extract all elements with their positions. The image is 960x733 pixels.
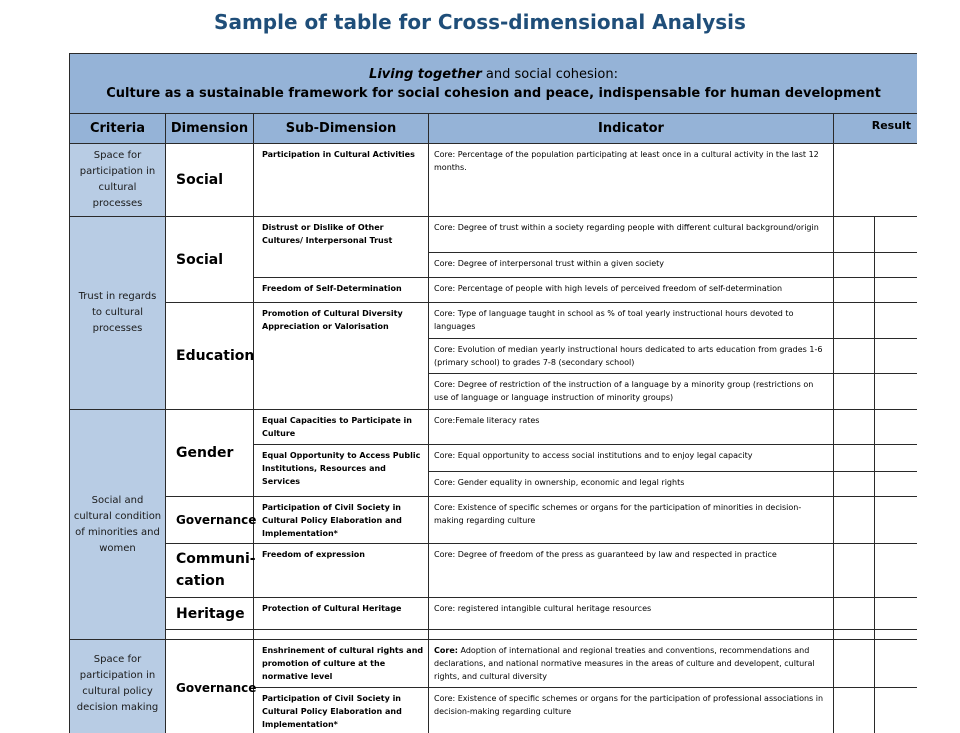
result-cell-2 bbox=[875, 688, 918, 733]
banner-line2: Culture as a sustainable framework for social cohesion and peace, indispensable for human development bbox=[106, 86, 881, 101]
result-cell bbox=[834, 253, 875, 278]
indicator-cell-empty bbox=[429, 630, 834, 640]
page-title: Sample of table for Cross-dimensional Analysis bbox=[0, 10, 960, 34]
dimension-cell: Governance bbox=[166, 497, 254, 544]
table-banner bbox=[70, 54, 918, 114]
result-cell-2 bbox=[875, 544, 918, 598]
result-cell bbox=[834, 144, 918, 217]
indicator-cell: Core: Degree of interpersonal trust within a given society bbox=[429, 253, 834, 278]
criteria-cell: Social and cultural condition of minorities and women bbox=[70, 410, 166, 640]
table-row bbox=[70, 544, 918, 598]
result-cell bbox=[834, 598, 875, 630]
banner-italic: Living together bbox=[369, 67, 482, 82]
result-cell bbox=[834, 278, 875, 303]
indicator-cell bbox=[429, 640, 834, 688]
header-sub-dimension: Sub-Dimension bbox=[254, 114, 429, 144]
dimension-cell: Communi-cation bbox=[166, 544, 254, 598]
table-row-spacer bbox=[70, 630, 918, 640]
result-cell bbox=[834, 410, 875, 445]
header-dimension: Dimension bbox=[166, 114, 254, 144]
indicator-cell: Core: Existence of specific schemes or organs for the participation of minorities in decision-making regarding culture bbox=[429, 497, 834, 544]
header-indicator: Indicator bbox=[429, 114, 834, 144]
sub-dimension-cell: Promotion of Cultural Diversity Appreciation or Valorisation bbox=[254, 303, 429, 410]
indicator-cell: Core: Degree of freedom of the press as guaranteed by law and respected in practice bbox=[429, 544, 834, 598]
sub-dimension-cell-empty bbox=[254, 630, 429, 640]
indicator-cell: Core: Degree of restriction of the instruction of a language by a minority group (restrictions on use of language or language instruction of minority groups) bbox=[429, 374, 834, 410]
indicator-cell: Core: Equal opportunity to access social institutions and to enjoy legal capacity bbox=[429, 445, 834, 472]
indicator-cell: Core: Type of language taught in school as % of toal yearly instructional hours devoted to languages bbox=[429, 303, 834, 339]
result-cell bbox=[834, 472, 875, 497]
analysis-table-frame bbox=[69, 53, 917, 733]
indicator-cell: Core: registered intangible cultural heritage resources bbox=[429, 598, 834, 630]
result-cell bbox=[834, 688, 875, 733]
dimension-cell-empty bbox=[166, 630, 254, 640]
indicator-cell: Core: Degree of trust within a society regarding people with different cultural background/origin bbox=[429, 217, 834, 253]
sub-dimension-cell: Participation of Civil Society in Cultural Policy Elaboration and Implementation* bbox=[254, 497, 429, 544]
indicator-cell: Core: Percentage of the population participating at least once in a cultural activity in the last 12 months. bbox=[429, 144, 834, 217]
result-cell-2 bbox=[875, 630, 918, 640]
header-criteria: Criteria bbox=[70, 114, 166, 144]
result-cell-2 bbox=[875, 374, 918, 410]
result-cell-2 bbox=[875, 445, 918, 472]
result-cell-2 bbox=[875, 472, 918, 497]
result-cell-2 bbox=[875, 640, 918, 688]
table-header-row bbox=[70, 114, 918, 144]
criteria-cell: Trust in regards to cultural processes bbox=[70, 217, 166, 410]
dimension-cell: Governance bbox=[166, 640, 254, 733]
dimension-cell: Social bbox=[166, 144, 254, 217]
result-cell-2 bbox=[875, 339, 918, 374]
result-cell bbox=[834, 630, 875, 640]
criteria-cell: Space for participation in cultural policy decision making bbox=[70, 640, 166, 733]
dimension-cell: Gender bbox=[166, 410, 254, 497]
result-cell-2 bbox=[875, 253, 918, 278]
table-row bbox=[70, 640, 918, 688]
dimension-cell: Social bbox=[166, 217, 254, 303]
result-cell-2 bbox=[875, 217, 918, 253]
indicator-core-label: Core: bbox=[434, 646, 458, 655]
result-cell bbox=[834, 217, 875, 253]
table-row bbox=[70, 144, 918, 217]
cross-dimensional-table bbox=[69, 53, 917, 733]
table-banner-row bbox=[70, 54, 918, 114]
dimension-cell: Education bbox=[166, 303, 254, 410]
sub-dimension-cell: Protection of Cultural Heritage bbox=[254, 598, 429, 630]
result-cell-2 bbox=[875, 410, 918, 445]
result-cell-2 bbox=[875, 303, 918, 339]
sub-dimension-cell: Participation of Civil Society in Cultural Policy Elaboration and Implementation* bbox=[254, 688, 429, 733]
table-row bbox=[70, 303, 918, 339]
result-cell-2 bbox=[875, 598, 918, 630]
result-cell-2 bbox=[875, 278, 918, 303]
result-cell bbox=[834, 544, 875, 598]
result-cell bbox=[834, 640, 875, 688]
dimension-cell: Heritage bbox=[166, 598, 254, 630]
criteria-cell: Space for participation in cultural processes bbox=[70, 144, 166, 217]
banner-line1: and social cohesion: bbox=[482, 67, 618, 82]
indicator-cell: Core: Percentage of people with high levels of perceived freedom of self-determination bbox=[429, 278, 834, 303]
indicator-text: Adoption of international and regional treaties and conventions, recommendations and declarations, and national normative measures in the areas of culture and developent, cultural rights, and cultural diversity bbox=[434, 646, 815, 681]
sub-dimension-cell: Enshrinement of cultural rights and promotion of culture at the normative level bbox=[254, 640, 429, 688]
table-row bbox=[70, 497, 918, 544]
table-row bbox=[70, 598, 918, 630]
table-row bbox=[70, 217, 918, 253]
header-result: Result bbox=[834, 114, 918, 144]
sub-dimension-cell: Freedom of expression bbox=[254, 544, 429, 598]
sub-dimension-cell: Equal Opportunity to Access Public Institutions, Resources and Services bbox=[254, 445, 429, 497]
sub-dimension-cell: Equal Capacities to Participate in Culture bbox=[254, 410, 429, 445]
result-cell bbox=[834, 445, 875, 472]
indicator-cell: Core:Female literacy rates bbox=[429, 410, 834, 445]
indicator-cell: Core: Evolution of median yearly instructional hours dedicated to arts education from grades 1-6 (primary school) to grades 7-8 (secondary school) bbox=[429, 339, 834, 374]
result-cell bbox=[834, 339, 875, 374]
indicator-cell: Core: Existence of specific schemes or organs for the participation of professional associations in decision-making regarding culture bbox=[429, 688, 834, 733]
indicator-cell: Core: Gender equality in ownership, economic and legal rights bbox=[429, 472, 834, 497]
sub-dimension-cell: Freedom of Self-Determination bbox=[254, 278, 429, 303]
result-cell-2 bbox=[875, 497, 918, 544]
result-cell bbox=[834, 303, 875, 339]
sub-dimension-cell: Participation in Cultural Activities bbox=[254, 144, 429, 217]
sub-dimension-cell: Distrust or Dislike of Other Cultures/ Interpersonal Trust bbox=[254, 217, 429, 278]
result-cell bbox=[834, 374, 875, 410]
table-row bbox=[70, 410, 918, 445]
result-cell bbox=[834, 497, 875, 544]
